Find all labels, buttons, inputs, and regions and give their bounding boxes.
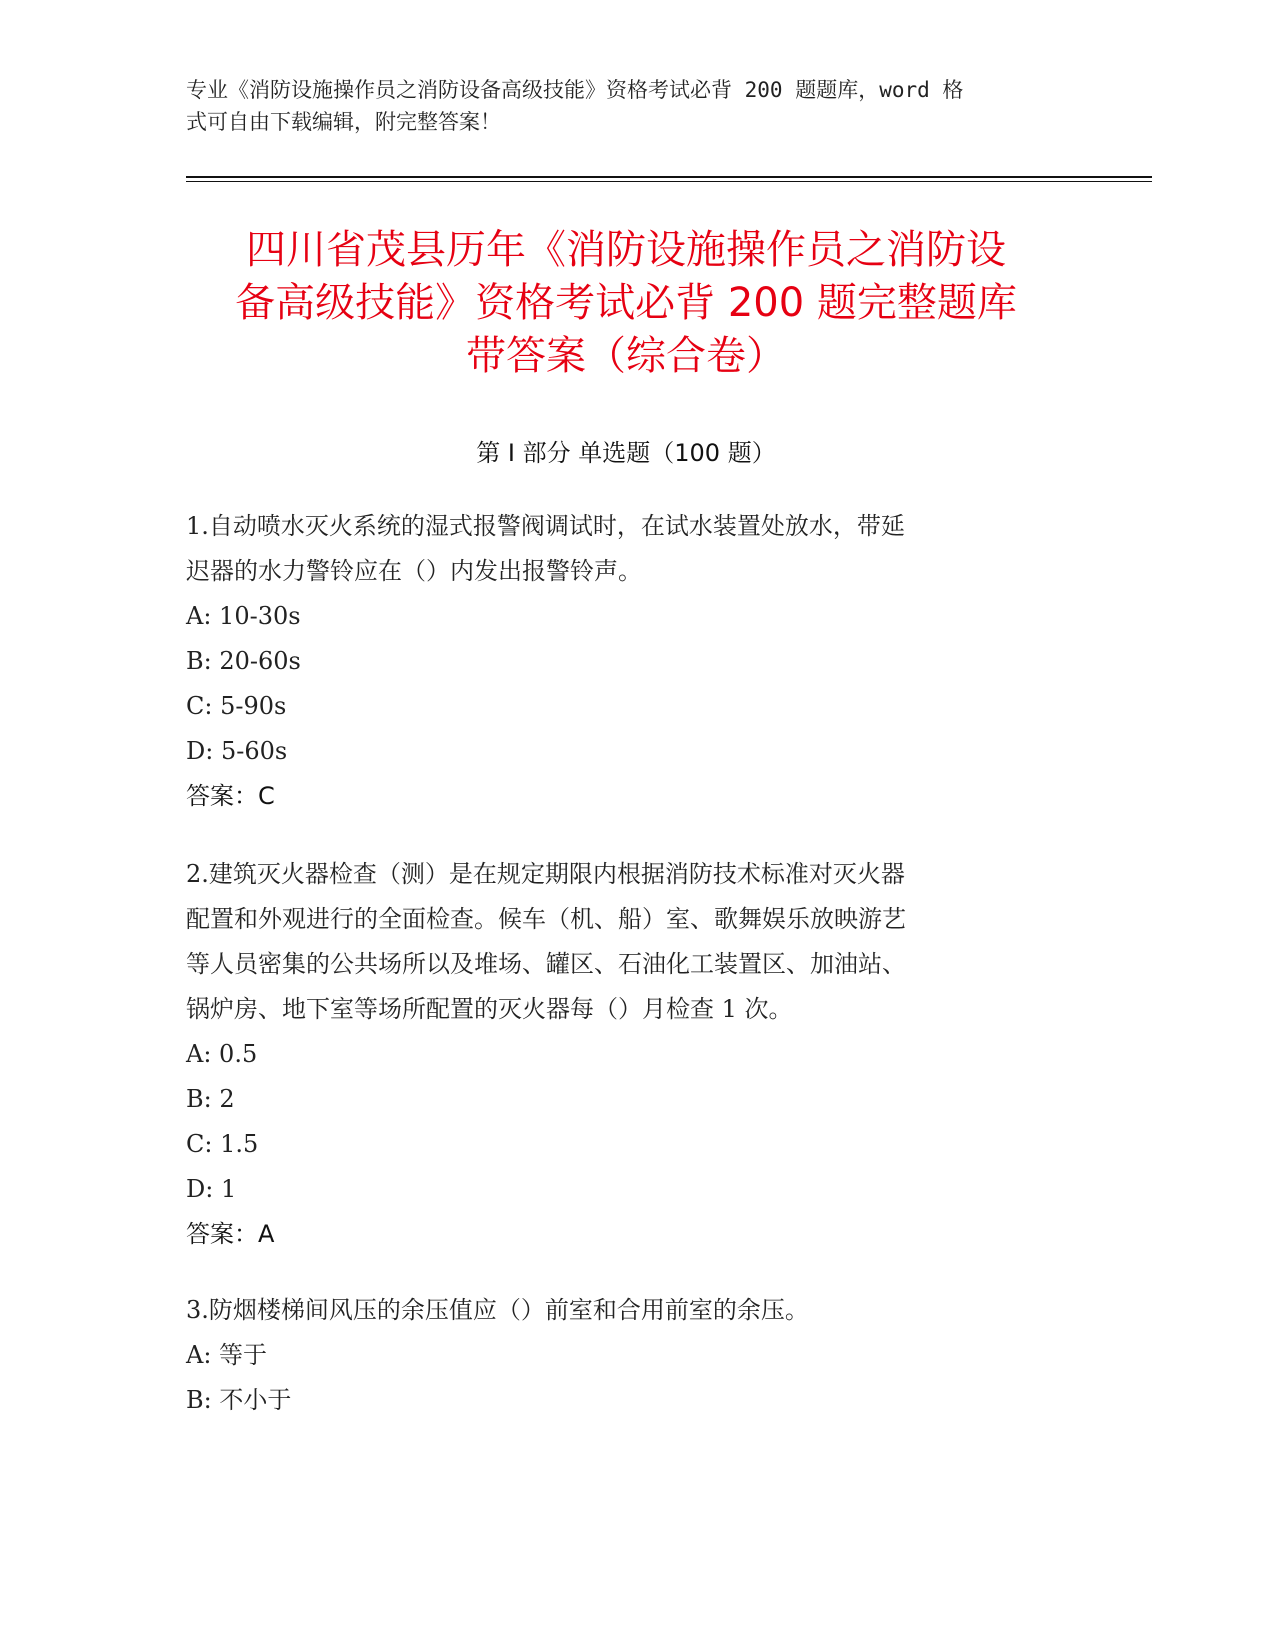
question-stem-line: 1.自动喷水灭火系统的湿式报警阀调试时，在试水装置处放水，带延 (186, 512, 905, 540)
document-title (186, 224, 1066, 383)
question-stem-line: 配置和外观进行的全面检查。候车（机、船）室、歌舞娱乐放映游艺 (186, 905, 906, 933)
title-line: 四川省茂县历年《消防设施操作员之消防设 (246, 227, 1006, 273)
header-divider-thick (186, 176, 1152, 178)
option-b: B: 2 (186, 1085, 235, 1113)
question-stem (186, 852, 1066, 1032)
question-stem (186, 1288, 1066, 1333)
header-note-line: 式可自由下载编辑，附完整答案！ (186, 110, 501, 134)
question-stem-line: 锅炉房、地下室等场所配置的灭火器每（）月检查 1 次。 (186, 995, 793, 1023)
question-stem (186, 504, 1066, 594)
question-stem-line: 迟器的水力警铃应在（）内发出报警铃声。 (186, 557, 642, 585)
title-line: 备高级技能》资格考试必背 200 题完整题库 (235, 280, 1017, 326)
question-1 (186, 504, 1066, 819)
option-d: D: 5-60s (186, 737, 288, 765)
question-stem-line: 等人员密集的公共场所以及堆场、罐区、石油化工装置区、加油站、 (186, 950, 906, 978)
option-a: A: 0.5 (186, 1040, 258, 1068)
header-note (186, 74, 1066, 138)
section-title: 第 I 部分 单选题（100 题） (476, 439, 776, 467)
option-a: A: 10-30s (186, 602, 301, 630)
option-b: B: 20-60s (186, 647, 301, 675)
question-stem-line: 2.建筑灭火器检查（测）是在规定期限内根据消防技术标准对灭火器 (186, 860, 905, 888)
answer: 答案：A (186, 1220, 275, 1248)
option-a: A: 等于 (186, 1341, 268, 1369)
question-3 (186, 1288, 1066, 1423)
option-c: C: 1.5 (186, 1130, 259, 1158)
answer: 答案：C (186, 782, 275, 810)
title-line: 带答案（综合卷） (466, 333, 786, 379)
option-b: B: 不小于 (186, 1386, 292, 1414)
question-stem-line: 3.防烟楼梯间风压的余压值应（）前室和合用前室的余压。 (186, 1296, 809, 1324)
option-d: D: 1 (186, 1175, 237, 1203)
option-c: C: 5-90s (186, 692, 287, 720)
header-note-line: 专业《消防设施操作员之消防设备高级技能》资格考试必背 200 题题库，word 格 (186, 78, 964, 102)
question-2 (186, 852, 1066, 1257)
header-divider-thin (186, 181, 1152, 182)
